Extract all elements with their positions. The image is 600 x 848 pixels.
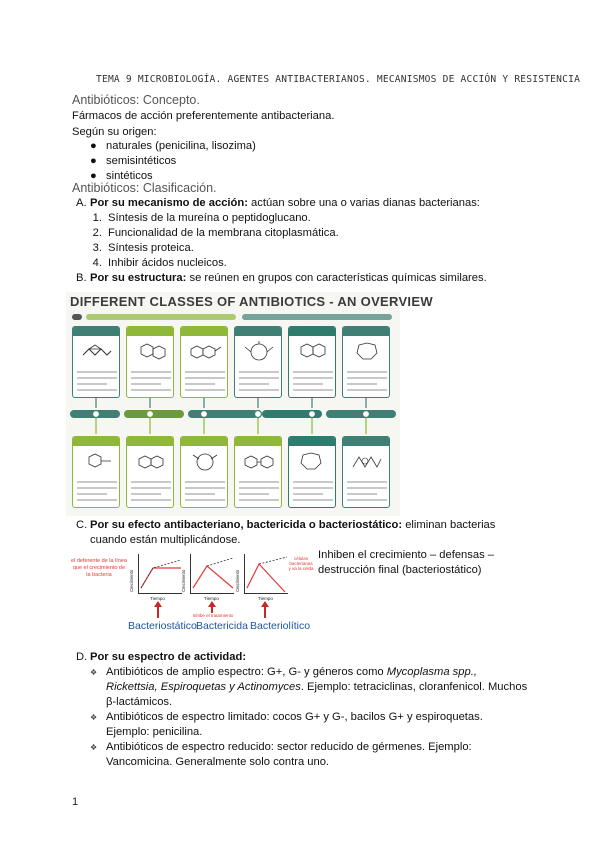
legend-chip <box>242 314 392 320</box>
growth-graph-bacteriolytic <box>244 554 288 594</box>
arrow-up-icon <box>211 606 213 613</box>
infographic-title: DIFFERENT CLASSES OF ANTIBIOTICS - AN OVERVIEW <box>70 294 433 309</box>
caption-bacteriostatic: Bacteriostático <box>128 620 197 632</box>
document-page: TEMA 9 MICROBIOLOGÍA. AGENTES ANTIBACTERIANOS. MECANISMOS DE ACCIÓN Y RESISTENCIA Antibióticos: Concepto. Fármacos de acción preferentemente antibacteriana. Según su origen: ● naturales (penicilina, lisozima) ● semisintéticos ● sintéticos Antibióticos: Clasificación. A. Por su mecanismo de acción: actúan sobre una o varias dianas bacterianas: 1. Síntesis de la mureína o peptidoglucano. 2. Funcionalidad de la membrana citoplasmática. 3. Síntesis proteica. 4. Inhibir ácidos nucleicos. B. Por su estructura: se reúnen en grupos con características químicas similares. DIFFERENT CLASSES OF ANTIBIOTICS - AN OVERVIEW C. Por su efecto antibacteriano, bactericida o bacteriostático: eliminan bacterias cuando están multiplicándose. Inhiben el crecimiento – defensas – destrucción final (bacteriostático) el deferente de la línea que el crecimiento de la bacteria Crecimiento Tiempo Crecimiento Tiempo Crecimiento Tiempo células bacterianas y va la celda Inhibe el tratamiento Bacteriostático Bactericida Bacteriolítico D. Por su espectro de actividad: ❖ Antibióticos de amplio espectro: G+, G- y géneros como Mycoplasma spp., Rickettsia, Espiroquetas y Actinomyces. Ejemplo: tetraciclinas, cloranfenicol. Muchos β-lactámicos. ❖ Antibióticos de espectro limitado: cocos G+ y G-, bacilos G+ y espiroquetas. Ejemplo: penicilina. ❖ Antibióticos de espectro reducido: sector reducido de gérmenes. Ejemplo: Vancomicina. Generalmente solo contra uno. 1 <box>0 0 600 848</box>
class-card <box>288 326 336 398</box>
item-b: B. Por su estructura: se reúnen en grupos con características químicas similares. <box>76 272 487 284</box>
item-a: A. Por su mecanismo de acción: actúan sobre una o varias dianas bacterianas: <box>76 197 480 209</box>
timeline-nodes <box>70 407 396 421</box>
list-item: 3. Síntesis proteica. <box>92 242 194 254</box>
legend-chip <box>86 314 236 320</box>
side-note: destrucción final (bacteriostático) <box>318 564 482 576</box>
class-card <box>180 326 228 398</box>
item-c-continued: cuando están multiplicándose. <box>90 534 241 546</box>
item-c: C. Por su efecto antibacteriano, bactericida o bacteriostático: eliminan bacterias <box>76 519 496 531</box>
molecule-icon <box>349 451 385 473</box>
antibiotic-classes-infographic <box>66 292 433 516</box>
molecule-icon <box>79 451 115 473</box>
class-card <box>234 326 282 398</box>
infographic-legend-bar <box>72 314 394 320</box>
molecule-icon <box>187 341 223 363</box>
diamond-bullet-icon: ❖ <box>90 743 98 752</box>
list-item-continued: Ejemplo: penicilina. <box>106 726 203 738</box>
page-number: 1 <box>72 796 79 808</box>
class-card <box>342 326 390 398</box>
document-title: TEMA 9 MICROBIOLOGÍA. AGENTES ANTIBACTERIANOS. MECANISMOS DE ACCIÓN Y RESISTENCIA <box>96 74 581 85</box>
list-item: ● naturales (penicilina, lisozima) <box>90 140 256 152</box>
class-card <box>126 436 174 508</box>
molecule-icon <box>133 451 169 473</box>
list-item: ❖ Antibióticos de amplio espectro: G+, G- y géneros como Mycoplasma spp., <box>90 666 477 678</box>
class-card <box>234 436 282 508</box>
list-item-continued: Rickettsia, Espiroquetas y Actinomyces. Ejemplo: tetraciclinas, cloranfenicol. Muchos <box>106 681 528 693</box>
molecule-icon <box>133 341 169 363</box>
list-item-continued: β-lactámicos. <box>106 696 173 708</box>
legend-chip <box>72 314 82 320</box>
growth-note: el deferente de la línea que el crecimiento de la bacteria <box>71 558 127 578</box>
concept-definition: Fármacos de acción preferentemente antibacteriana. <box>72 110 335 122</box>
arrow-up-icon <box>157 606 159 618</box>
origin-intro: Según su origen: <box>72 126 157 138</box>
class-card <box>180 436 228 508</box>
list-item: 2. Funcionalidad de la membrana citoplasmática. <box>92 227 339 239</box>
caption-bacteriolytic: Bacteriolítico <box>250 620 311 632</box>
class-card <box>342 436 390 508</box>
item-d: D. Por su espectro de actividad: <box>76 651 247 663</box>
molecule-icon <box>349 341 385 363</box>
class-card <box>288 436 336 508</box>
class-card <box>72 436 120 508</box>
bullet-icon: ● <box>90 155 97 167</box>
growth-graph-bacteriostatic <box>138 554 182 594</box>
molecule-icon <box>241 451 277 473</box>
class-card <box>72 326 120 398</box>
list-item-continued: Vancomicina. Generalmente solo contra uno. <box>106 756 330 768</box>
bullet-icon: ● <box>90 140 97 152</box>
class-card <box>126 326 174 398</box>
bullet-icon: ● <box>90 170 97 182</box>
molecule-icon <box>295 341 331 363</box>
list-item: ❖ Antibióticos de espectro reducido: sector reducido de gérmenes. Ejemplo: <box>90 741 472 753</box>
arrow-up-icon <box>264 606 266 618</box>
diamond-bullet-icon: ❖ <box>90 713 98 722</box>
classification-heading: Antibióticos: Clasificación. <box>72 181 217 195</box>
growth-graph-bactericidal <box>190 554 234 594</box>
molecule-icon <box>295 451 331 473</box>
side-note: Inhiben el crecimiento – defensas – <box>318 549 495 561</box>
antibiotic-discovery-timeline <box>70 410 396 418</box>
molecule-icon <box>79 341 115 363</box>
list-item: ❖ Antibióticos de espectro limitado: cocos G+ y G-, bacilos G+ y espiroquetas. <box>90 711 483 723</box>
list-item: ● sintéticos <box>90 170 153 182</box>
diamond-bullet-icon: ❖ <box>90 668 98 677</box>
molecule-icon <box>187 451 223 473</box>
caption-bactericidal: Bactericida <box>196 620 248 632</box>
molecule-icon <box>241 341 277 363</box>
graph-note: Inhibe el tratamiento <box>192 613 234 618</box>
list-item: 1. Síntesis de la mureína o peptidoglucano. <box>92 212 311 224</box>
list-item: 4. Inhibir ácidos nucleicos. <box>92 257 227 269</box>
list-item: ● semisintéticos <box>90 155 177 167</box>
concept-heading: Antibióticos: Concepto. <box>72 93 200 107</box>
graph-note: células bacterianas y va la celda <box>288 556 314 571</box>
